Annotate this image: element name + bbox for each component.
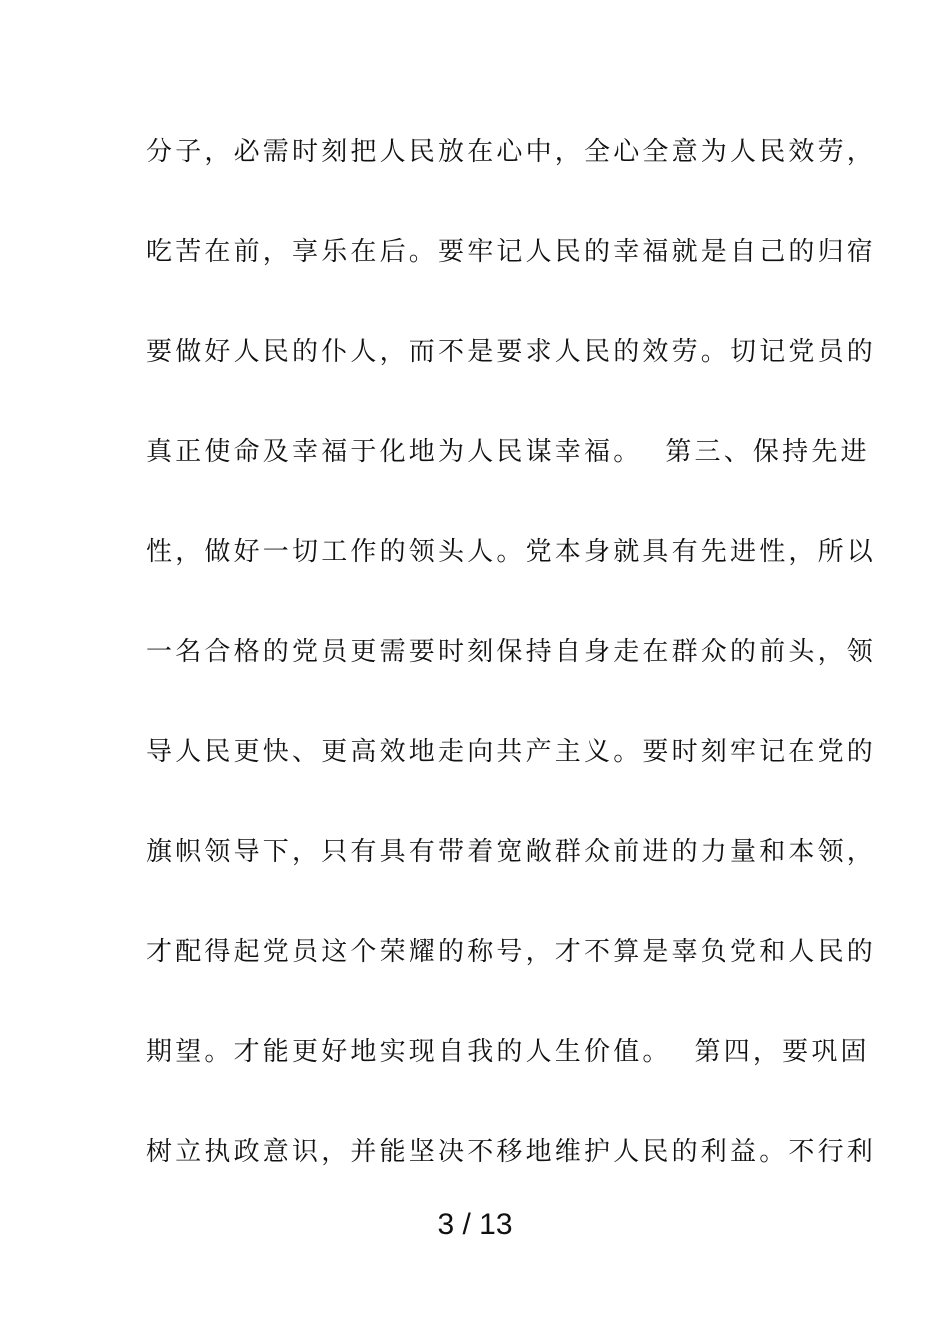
text-line: 一名合格的党员更需要时刻保持自身走在群众的前头，领 xyxy=(146,637,877,667)
text-line: 分子，必需时刻把人民放在心中，全心全意为人民效劳， xyxy=(146,137,877,167)
text-line: 要做好人民的仆人，而不是要求人民的效劳。切记党员的 xyxy=(146,337,877,367)
text-line: 真正使命及幸福于化地为人民谋幸福。 第三、保持先进 xyxy=(146,437,870,467)
text-line: 吃苦在前，享乐在后。要牢记人民的幸福就是自己的归宿 xyxy=(146,237,877,267)
text-line: 导人民更快、更高效地走向共产主义。要时刻牢记在党的 xyxy=(146,737,877,767)
text-line: 性，做好一切工作的领头人。党本身就具有先进性，所以 xyxy=(146,537,877,567)
text-line: 才配得起党员这个荣耀的称号，才不算是辜负党和人民的 xyxy=(146,937,877,967)
text-line: 树立执政意识，并能坚决不移地维护人民的利益。不行利 xyxy=(146,1137,877,1167)
text-line: 旗帜领导下，只有具有带着宽敞群众前进的力量和本领， xyxy=(146,837,877,867)
body-text xyxy=(146,127,877,1227)
text-line: 期望。才能更好地实现自我的人生价值。 第四，要巩固 xyxy=(146,1037,870,1067)
page-number: 3 / 13 xyxy=(437,1208,513,1241)
